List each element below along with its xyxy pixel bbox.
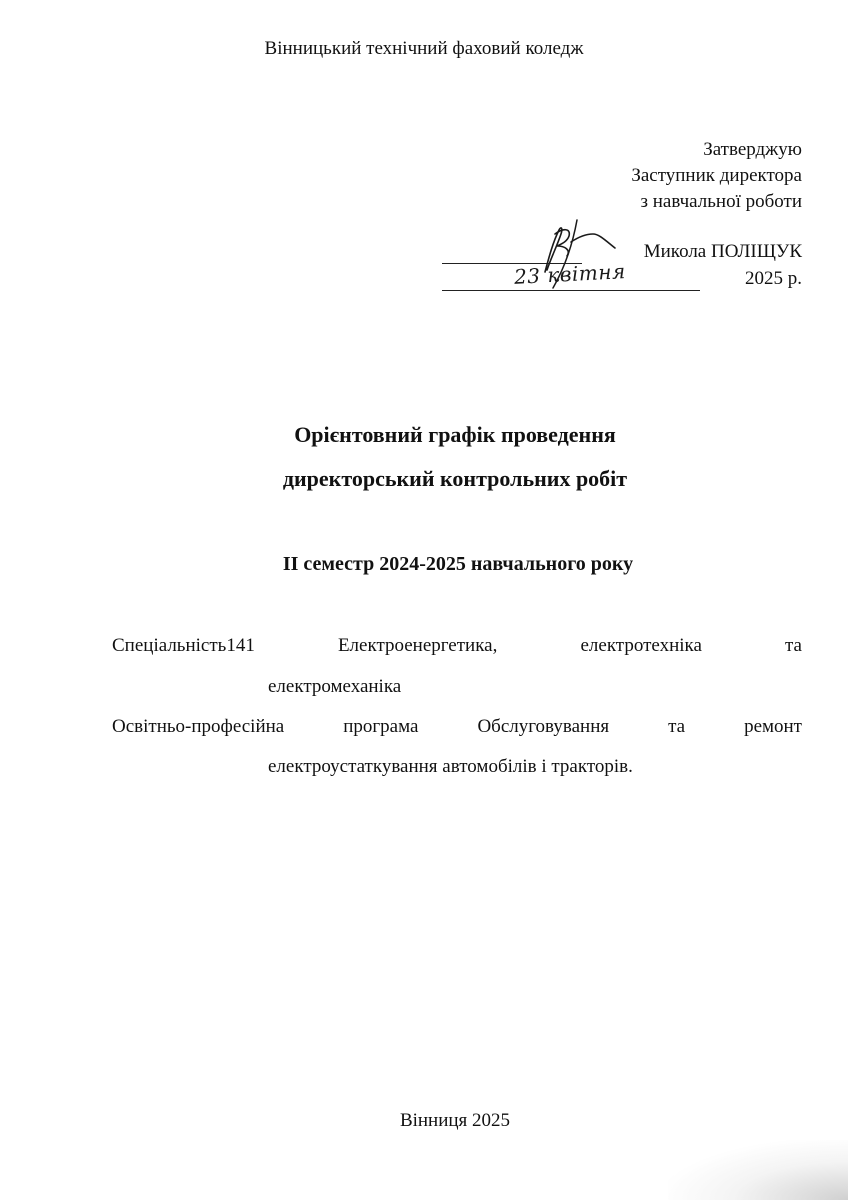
date-underline bbox=[442, 290, 700, 291]
program-word-1: Освітньо-професійна bbox=[112, 716, 285, 737]
document-title-line-2: директорський контрольних робіт bbox=[282, 466, 628, 491]
specialty-word-3: та bbox=[785, 635, 802, 656]
approval-year: 2025 р. bbox=[745, 268, 802, 289]
document-title-line-1: Орієнтовний графік проведення bbox=[294, 422, 616, 447]
scan-shadow bbox=[668, 1140, 848, 1200]
program-word-5: ремонт bbox=[744, 716, 802, 737]
specialty-word-2: електротехніка bbox=[580, 635, 702, 656]
handwritten-date: 23 квітня bbox=[513, 259, 627, 289]
program-word-3: Обслуговування bbox=[477, 716, 610, 737]
city-year: Вінниця 2025 bbox=[399, 1110, 511, 1131]
approval-position-2: з навчальної роботи bbox=[640, 191, 802, 212]
specialty-word-1: Електроенергетика, bbox=[337, 635, 498, 656]
date-line bbox=[442, 259, 802, 294]
program-word-4: та bbox=[668, 716, 686, 737]
approval-block bbox=[442, 137, 802, 215]
approval-position: Заступник директора bbox=[631, 165, 802, 186]
approval-heading: Затверджую bbox=[703, 139, 802, 160]
program-word-2: програма bbox=[343, 716, 419, 737]
semester-heading: ІІ семестр 2024-2025 навчального року bbox=[282, 553, 634, 575]
specialty-continuation: електромеханіка bbox=[268, 676, 402, 697]
program-continuation: електроустаткування автомобілів і тракторів. bbox=[268, 756, 633, 777]
program-row bbox=[112, 716, 802, 738]
specialty-row bbox=[112, 635, 802, 657]
specialty-label: Спеціальність141 bbox=[112, 635, 255, 656]
signatory-name: Микола ПОЛІЩУК bbox=[643, 241, 802, 262]
institution-name: Вінницький технічний фаховий коледж bbox=[264, 38, 584, 59]
